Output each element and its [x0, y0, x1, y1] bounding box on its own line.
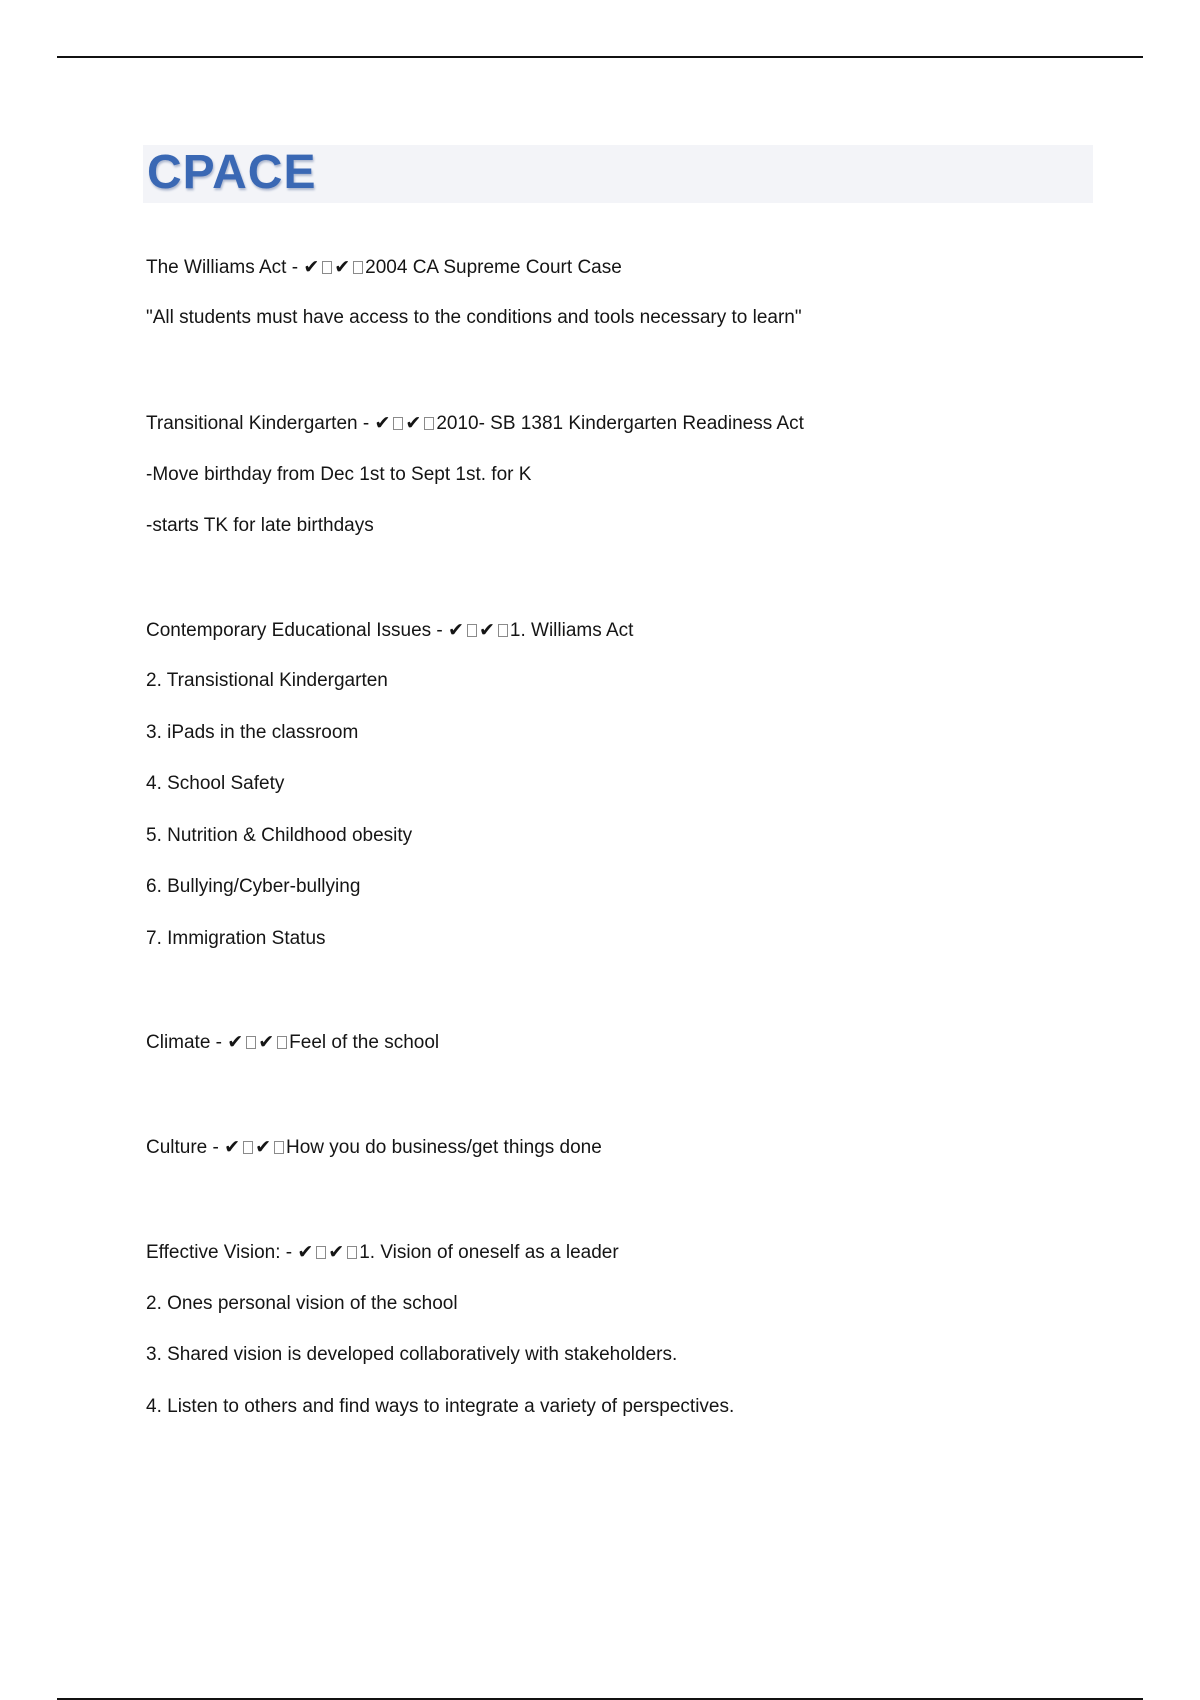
term-line-culture	[146, 1135, 602, 1160]
term-text: Climate -	[146, 1032, 228, 1053]
answer-text: Feel of the school	[289, 1032, 440, 1053]
box-icon	[498, 624, 508, 637]
box-icon	[277, 1036, 287, 1049]
term-text: The Williams Act -	[146, 257, 304, 278]
detail-line: "All students must have access to the conditions and tools necessary to learn"	[146, 307, 802, 328]
check-icon: ✔	[227, 1031, 244, 1053]
box-icon	[347, 1246, 357, 1259]
term-text: Contemporary Educational Issues -	[146, 620, 449, 641]
box-icon	[424, 417, 434, 430]
box-icon	[246, 1036, 256, 1049]
check-icon: ✔	[334, 256, 351, 278]
list-item: 7. Immigration Status	[146, 928, 326, 949]
box-icon	[316, 1246, 326, 1259]
check-icon: ✔	[224, 1136, 241, 1158]
check-icon: ✔	[448, 619, 464, 641]
term-line-transitional-kindergarten	[146, 411, 804, 436]
list-item: 3. iPads in the classroom	[146, 722, 359, 743]
list-item: 4. Listen to others and find ways to integrate a variety of perspectives.	[146, 1396, 735, 1417]
list-item: 2. Transistional Kindergarten	[146, 670, 388, 691]
document-title: CPACE	[147, 146, 317, 199]
term-text: Effective Vision: -	[146, 1242, 298, 1263]
list-item: 5. Nutrition & Childhood obesity	[146, 825, 413, 846]
detail-line: -starts TK for late birthdays	[146, 515, 374, 536]
check-icon: ✔	[303, 256, 320, 278]
answer-text: 1. Vision of oneself as a leader	[359, 1242, 619, 1263]
check-icon: ✔	[297, 1241, 314, 1263]
header-rule	[57, 56, 1143, 58]
answer-text: How you do business/get things done	[285, 1137, 602, 1158]
box-icon	[322, 261, 332, 274]
list-item: 6. Bullying/Cyber-bullying	[146, 876, 361, 897]
answer-text: 2010- SB 1381 Kindergarten Readiness Act	[436, 413, 804, 434]
check-icon: ✔	[374, 412, 391, 434]
term-line-williams-act	[146, 255, 622, 280]
check-icon: ✔	[478, 619, 495, 641]
box-icon	[467, 624, 477, 637]
box-icon	[393, 417, 403, 430]
answer-text: 2004 CA Supreme Court Case	[365, 257, 622, 278]
term-line-contemporary-issues	[146, 618, 633, 643]
check-icon: ✔	[405, 412, 422, 434]
box-icon	[274, 1141, 284, 1154]
detail-line: -Move birthday from Dec 1st to Sept 1st. for K	[146, 464, 532, 485]
term-line-climate	[146, 1030, 439, 1055]
check-icon: ✔	[255, 1136, 271, 1158]
title-banner	[143, 145, 1093, 203]
check-icon: ✔	[328, 1241, 345, 1263]
box-icon	[353, 261, 363, 274]
term-text: Transitional Kindergarten -	[146, 413, 375, 434]
answer-text: 1. Williams Act	[509, 620, 634, 641]
list-item: 2. Ones personal vision of the school	[146, 1293, 458, 1314]
check-icon: ✔	[258, 1031, 275, 1053]
list-item: 4. School Safety	[146, 773, 285, 794]
term-line-effective-vision	[146, 1240, 619, 1265]
term-text: Culture -	[146, 1137, 225, 1158]
list-item: 3. Shared vision is developed collaboratively with stakeholders.	[146, 1344, 678, 1365]
box-icon	[243, 1141, 253, 1154]
